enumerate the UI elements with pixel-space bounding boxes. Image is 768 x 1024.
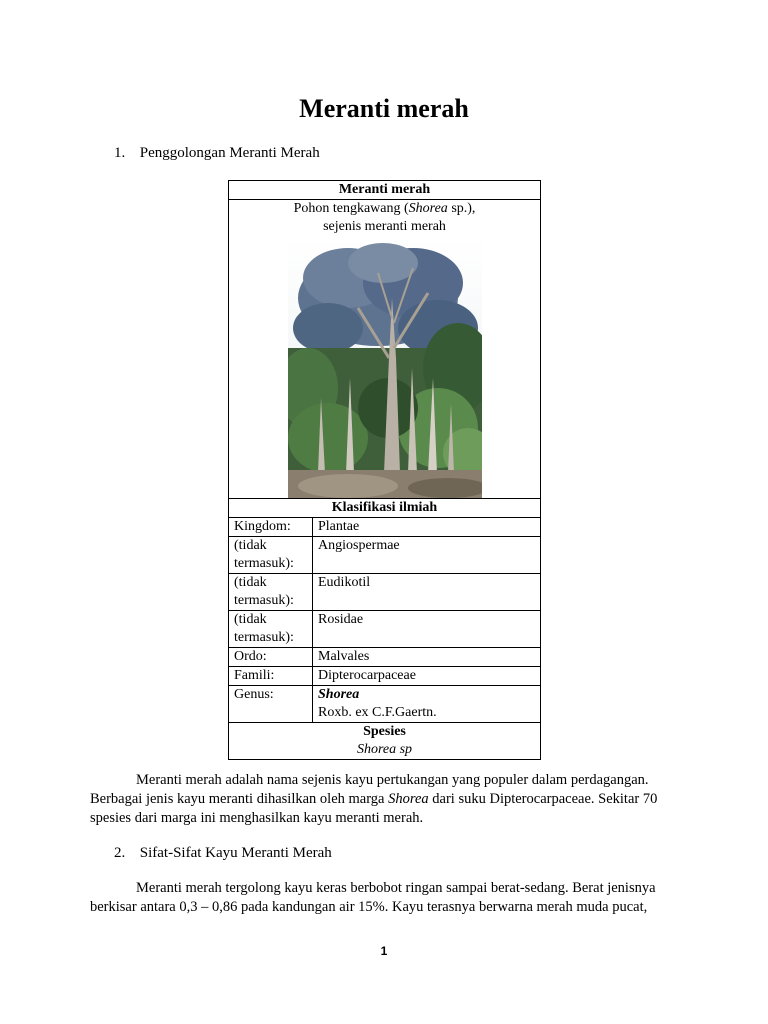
taxo-value: Angiospermae bbox=[313, 537, 541, 574]
taxobox-header: Meranti merah bbox=[229, 181, 541, 200]
section-title: Penggolongan Meranti Merah bbox=[139, 145, 320, 161]
species-cell bbox=[229, 723, 541, 760]
page-number: 1 bbox=[380, 944, 388, 958]
species-header: Spesies bbox=[363, 724, 406, 739]
species-value: Shorea sp bbox=[356, 742, 413, 757]
taxobox-image-cell bbox=[229, 200, 541, 499]
taxo-row bbox=[229, 648, 541, 667]
paragraph-2 bbox=[90, 879, 680, 917]
taxo-row bbox=[229, 518, 541, 537]
taxo-row-genus bbox=[229, 686, 541, 723]
paragraph-text: Meranti merah tergolong kayu keras berbobot ringan sampai berat-sedang. Berat jenisnya berkisar antara 0,3 – 0,86 pada kandungan air 15%. Kayu terasnya berwarna merah muda pucat, bbox=[90, 880, 656, 915]
page-title: Meranti merah bbox=[299, 94, 469, 123]
genus-name: Shorea bbox=[318, 687, 360, 702]
taxo-row bbox=[229, 611, 541, 648]
taxo-rank: Genus: bbox=[229, 686, 313, 723]
taxo-row bbox=[229, 537, 541, 574]
image-caption bbox=[234, 200, 535, 218]
taxo-value: Malvales bbox=[313, 648, 541, 667]
classification-header: Klasifikasi ilmiah bbox=[229, 499, 541, 518]
section-title: Sifat-Sifat Kayu Meranti Merah bbox=[139, 845, 332, 861]
taxo-rank: Kingdom: bbox=[229, 518, 313, 537]
paragraph-text: Meranti merah adalah nama sejenis kayu pertukangan yang populer dalam perdagangan. Berbagai jenis kayu meranti dihasilkan oleh marga bbox=[90, 772, 649, 807]
taxo-row bbox=[229, 667, 541, 686]
taxo-value-genus bbox=[313, 686, 541, 723]
taxo-rank: (tidak termasuk): bbox=[229, 611, 313, 648]
section-number: 1. bbox=[114, 145, 126, 161]
paragraph-text-end: dari suku Dipterocarpaceae. Sekitar 70 spesies dari marga ini menghasilkan kayu meranti merah. bbox=[90, 791, 658, 826]
caption-text-end: sp.), bbox=[447, 201, 476, 216]
paragraph-1 bbox=[90, 771, 680, 828]
taxo-value: Rosidae bbox=[313, 611, 541, 648]
image-caption-line2: sejenis meranti merah bbox=[323, 219, 446, 234]
taxo-rank: (tidak termasuk): bbox=[229, 574, 313, 611]
taxo-row bbox=[229, 574, 541, 611]
section-heading-2 bbox=[114, 845, 332, 862]
caption-text: Pohon tengkawang ( bbox=[293, 201, 409, 216]
taxobox-table bbox=[228, 180, 541, 760]
paragraph-genus: Shorea bbox=[388, 791, 429, 807]
section-number: 2. bbox=[114, 845, 126, 861]
taxo-rank: Ordo: bbox=[229, 648, 313, 667]
tree-photo bbox=[288, 238, 482, 498]
caption-genus: Shorea bbox=[408, 201, 448, 216]
taxo-rank: Famili: bbox=[229, 667, 313, 686]
taxo-value: Plantae bbox=[313, 518, 541, 537]
taxo-rank: (tidak termasuk): bbox=[229, 537, 313, 574]
taxo-value: Eudikotil bbox=[313, 574, 541, 611]
genus-author: Roxb. ex C.F.Gaertn. bbox=[318, 705, 437, 720]
section-heading-1 bbox=[114, 145, 320, 162]
taxo-value: Dipterocarpaceae bbox=[313, 667, 541, 686]
